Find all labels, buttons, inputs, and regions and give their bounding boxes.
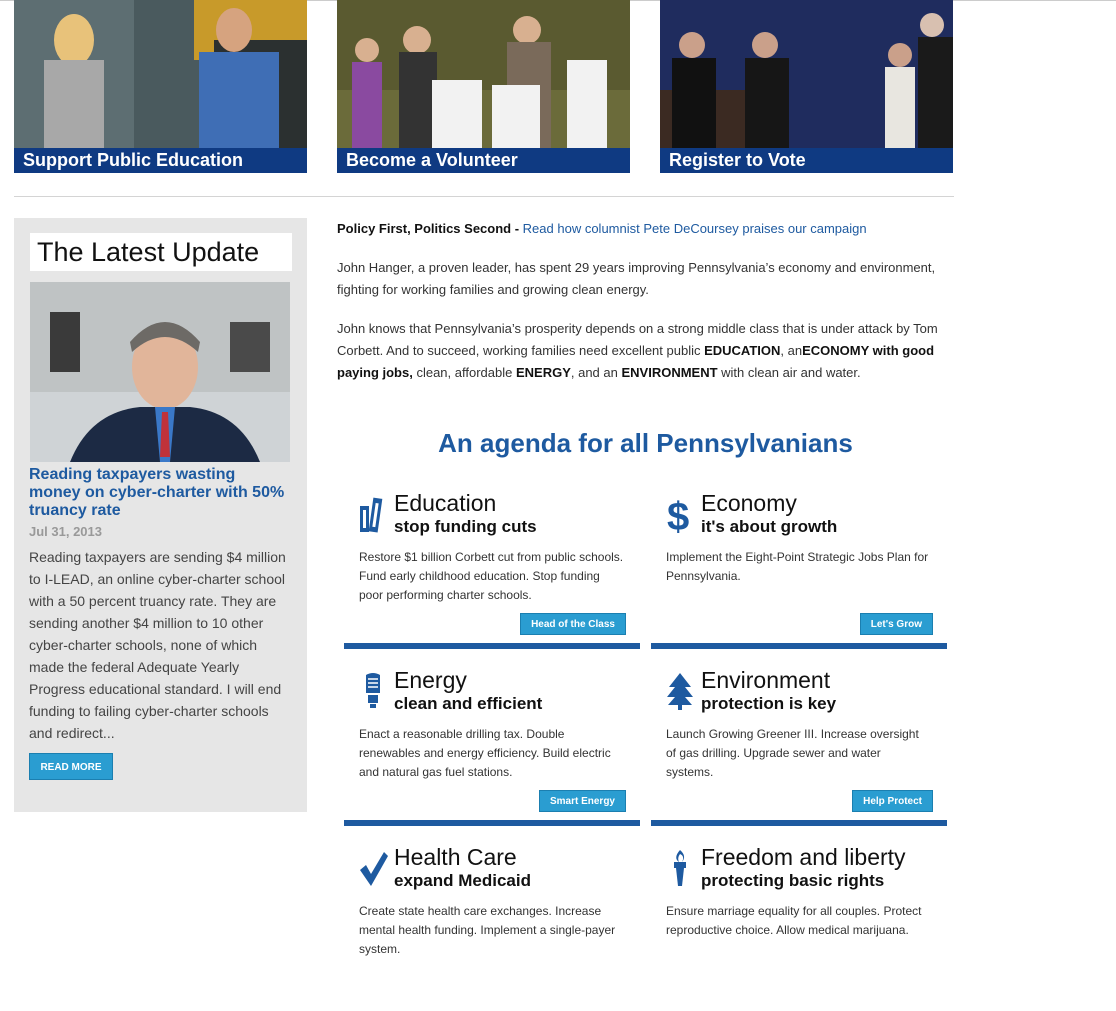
tile-caption: Support Public Education [14,148,307,173]
p2-economy: ECONOMY with good paying jobs, [337,343,935,380]
card-energy [344,657,640,834]
card-description: Enact a reasonable drilling tax. Double renewables and energy efficiency. Build electric and natural gas fuel stations. [359,727,611,779]
candidate-photo [30,282,290,462]
card-underline [651,643,947,649]
head-of-the-class-button[interactable]: Head of the Class [520,613,626,635]
vote-photo [660,0,953,148]
card-freedom [651,834,947,1011]
card-description: Restore $1 billion Corbett cut from public schools. Fund early childhood education. Stop funding poor performing charter schools. [359,550,624,602]
card-subtitle: it's about growth [701,517,838,536]
update-body: Reading taxpayers are sending $4 million to I-LEAD, an online cyber-charter school with a 50 percent truancy rate. They are sending another $4 million to 10 other cyber-charter schools, none of which made the federal Adequate Yearly Progress educational standard. I will end funding to failing cyber-charter schools and redirect... [29,549,286,741]
card-description: Implement the Eight-Point Strategic Jobs Plan for Pennsylvania. [666,550,929,583]
card-underline [651,820,947,826]
checkmark-icon [358,848,388,888]
intro-paragraph-2 [337,318,957,384]
tile-caption: Become a Volunteer [337,148,630,173]
card-title: Health Care [394,844,517,870]
p2-environment: ENVIRONMENT [621,365,718,380]
card-description: Ensure marriage equality for all couples. Protect reproductive choice. Allow medical marijuana. [666,904,922,937]
tile-volunteer[interactable] [337,0,630,173]
update-headline-link[interactable]: Reading taxpayers wasting money on cyber-charter with 50% truancy rate [29,466,285,519]
tree-icon [665,671,695,711]
education-photo [14,0,307,148]
card-economy [651,480,947,657]
section-divider [14,196,954,197]
p2-text: , an [780,343,803,358]
torch-icon [665,848,695,888]
card-subtitle: clean and efficient [394,694,543,713]
card-title: Freedom and liberty [701,844,906,870]
lead-bold: Policy First, Politics Second - [337,221,520,236]
tile-support-education[interactable] [14,0,307,173]
card-subtitle: protection is key [701,694,837,713]
p2-text: clean, affordable [412,365,516,380]
books-icon [358,494,388,534]
dollar-icon [665,494,695,534]
columnist-article-link[interactable]: Read how columnist Pete DeCoursey praises our campaign [522,221,867,236]
intro-paragraph-1: John Hanger, a proven leader, has spent 29 years improving Pennsylvania’s economy and environment, fighting for working families and growing clean energy. [337,260,936,297]
agenda-title: An agenda for all Pennsylvanians [438,428,853,458]
p2-education: EDUCATION [704,343,781,358]
card-title: Energy [394,667,467,693]
p2-text: , and an [570,365,622,380]
lets-grow-button[interactable]: Let's Grow [860,613,933,635]
tile-caption: Register to Vote [660,148,953,173]
latest-update-panel [14,218,307,812]
card-environment [651,657,947,834]
lightbulb-icon [358,671,388,711]
card-title: Economy [701,490,797,516]
update-date: Jul 31, 2013 [29,524,102,539]
card-subtitle: stop funding cuts [394,517,537,536]
volunteer-photo [337,0,630,148]
tile-register-vote[interactable] [660,0,953,173]
latest-update-title: The Latest Update [30,233,292,271]
card-title: Environment [701,667,831,693]
p2-energy: ENERGY [515,365,571,380]
card-description: Create state health care exchanges. Increase mental health funding. Implement a single-payer system. [359,904,616,956]
card-title: Education [394,490,497,516]
help-protect-button[interactable]: Help Protect [852,790,933,812]
p2-text: John knows that Pennsylvania’s prosperity depends on a strong middle class that is under attack by Tom Corbett. And to succeed, working families need excellent public [337,321,938,358]
card-description: Launch Growing Greener III. Increase oversight of gas drilling. Upgrade sewer and water systems. [666,727,919,779]
card-underline [344,820,640,826]
card-underline [344,643,640,649]
read-more-button[interactable]: READ MORE [29,753,113,780]
card-subtitle: protecting basic rights [701,871,885,890]
p2-text: with clean air and water. [717,365,861,380]
card-subtitle: expand Medicaid [394,871,531,890]
card-health-care [344,834,640,1011]
svg-text:$: $ [667,495,690,534]
card-education [344,480,640,657]
smart-energy-button[interactable]: Smart Energy [539,790,626,812]
intro-lead [337,218,957,240]
